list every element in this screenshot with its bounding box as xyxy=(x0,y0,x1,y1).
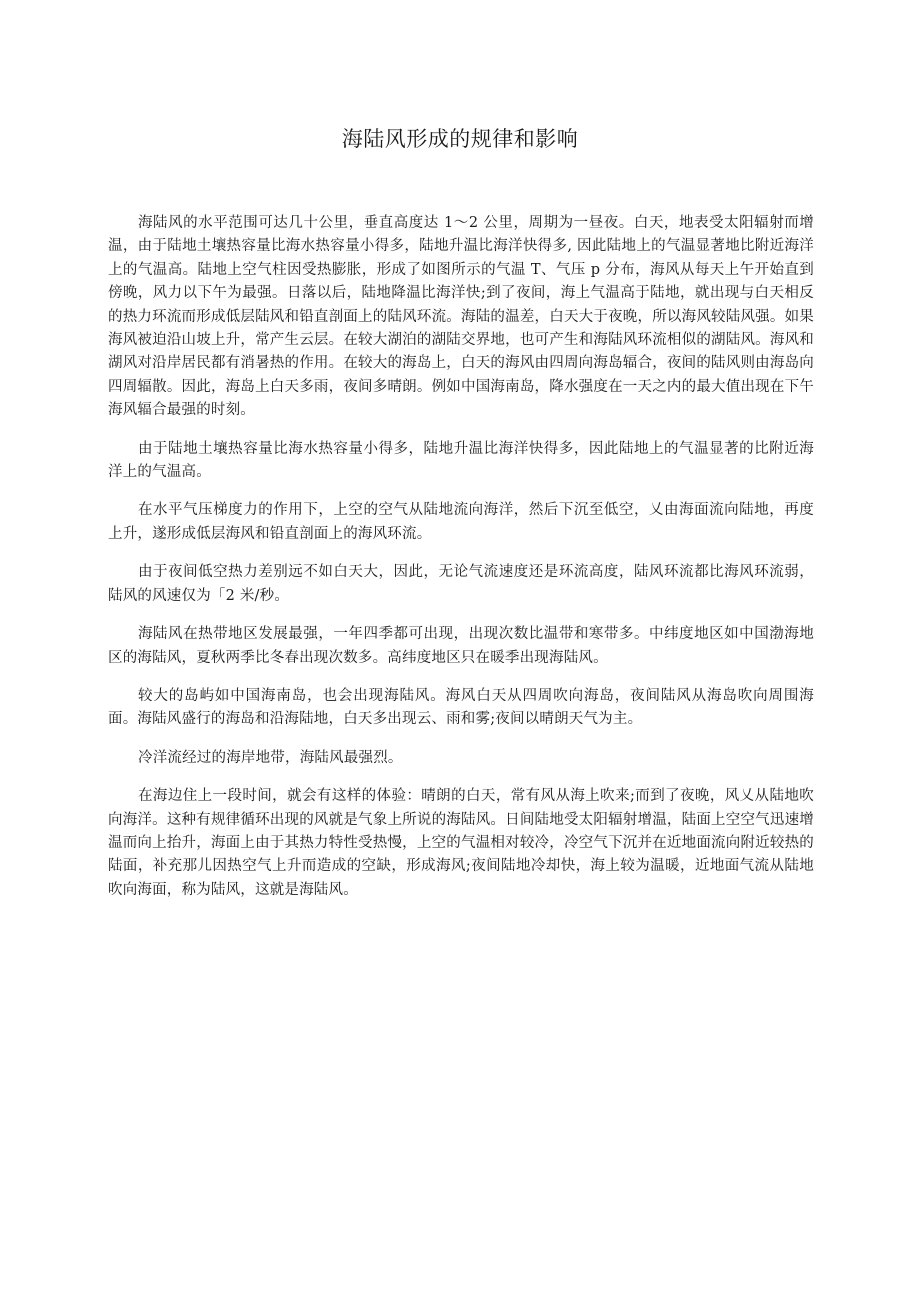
paragraph-6: 较大的岛屿如中国海南岛，也会出现海陆风。海风白天从四周吹向海岛，夜间陆风从海岛吹向周围海面。海陆风盛行的海岛和沿海陆地，白天多出现云、雨和雾;夜间以晴朗天气为主。 xyxy=(108,687,814,728)
page-title: 海陆风形成的规律和影响 xyxy=(341,127,579,151)
paragraph-7: 冷洋流经过的海岸地带，海陆风最强烈。 xyxy=(138,749,403,766)
paragraph-4: 由于夜间低空热力差别远不如白天大，因此，无论气流速度还是环流高度，陆风环流都比海风环流弱，陆风的风速仅为「2 米/秒。 xyxy=(108,564,814,604)
paragraph-3: 在水平气压梯度力的作用下，上空的空气从陆地流向海洋，然后下沉至低空，乂由海面流向陆地，再度上升，遂形成低层海风和铅直剖面上的海风环流。 xyxy=(108,502,814,542)
document-body xyxy=(108,212,814,917)
paragraph-1: 海陆风的水平范围可达几十公里，垂直高度达 1～2 公里，周期为一昼夜。白天，地表受太阳辐射而增温，由于陆地土壤热容量比海水热容量小得多，陆地升温比海洋快得多, 因此陆地上的气温显著地比附近海洋上的气温高。陆地上空气柱因受热膨胀，形成了如图所示的气温 T、气压 p 分布，海风从每天上午开始直到傍晚，风力以下午为最强。日落以后，陆地降温比海洋快;到了夜间，海上气温高于陆地，就出现与白天相反的热力环流而形成低层陆风和铅直剖面上的陆风环流。海陆的温差，白天大于夜晚，所以海风较陆风强。如果海风被迫沿山坡上升，常产生云层。在较大湖泊的湖陆交界地，也可产生和海陆风环流相似的湖陆风。海风和湖风对沿岸居民都有消暑热的作用。在较大的海岛上，白天的海风由四周向海岛辐合，夜间的陆风则由海岛向四周辐散。因此，海岛上白天多雨，夜间多晴朗。例如中国海南岛，降水强度在一天之内的最大值出现在下午海风辐合最强的时刻。 xyxy=(108,215,814,419)
paragraph-2: 由于陆地土壤热容量比海水热容量小得多，陆地升温比海洋快得多，因此陆地上的气温显著的比附近海洋上的气温高。 xyxy=(108,440,814,481)
paragraph-8: 在海边住上一段时间，就会有这样的体验：晴朗的白天，常有风从海上吹来;而到了夜晚，风乂从陆地吹向海洋。这种有规律循环出现的风就是气象上所说的海陆风。日间陆地受太阳辐射增温，陆面上空空气迅速增温而向上抬升，海面上由于其热力特性受热慢，上空的气温相对较冷，冷空气下沉并在近地面流向附近较热的陆面，补充那儿因热空气上升而造成的空缺，形成海风;夜间陆地冷却快，海上较为温暖，近地面气流从陆地吹向海面，称为陆风，这就是海陆风。 xyxy=(108,788,814,898)
paragraph-5: 海陆风在热带地区发展最强，一年四季都可出现，出现次数比温带和寒带多。中纬度地区如中国渤海地区的海陆风，夏秋两季比冬春出现次数多。高纬度地区只在暖季出现海陆风。 xyxy=(108,626,814,666)
